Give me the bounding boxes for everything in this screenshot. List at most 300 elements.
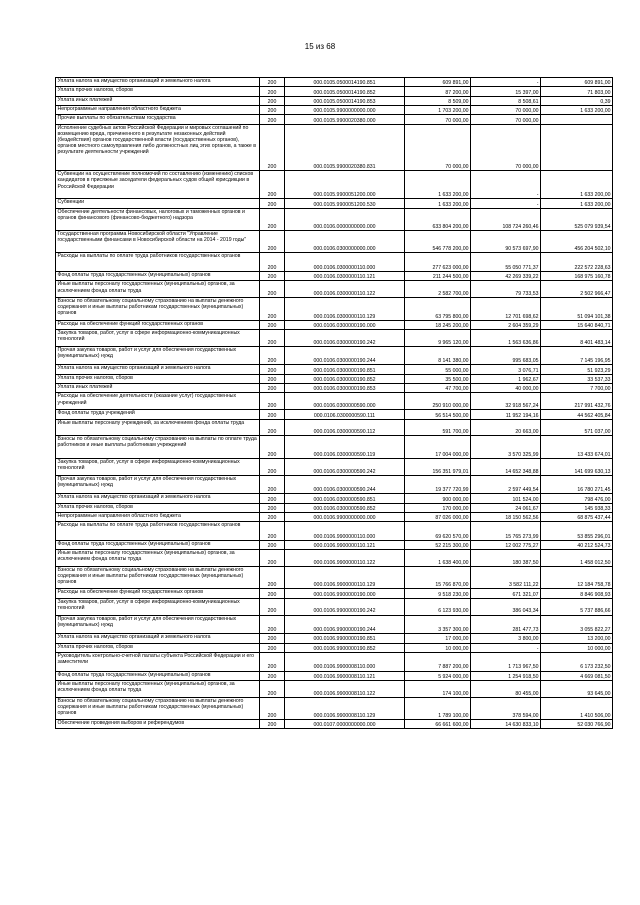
row-code-cell: 200	[260, 87, 285, 96]
table-row	[56, 589, 613, 598]
row-remaining-cell: 1 633 200,00	[541, 105, 613, 114]
row-kbk-cell: 000.0106.0000000000.000	[285, 208, 405, 230]
row-code-cell: 200	[260, 680, 285, 697]
row-kbk-cell: 000.0106.9900000190.851	[285, 634, 405, 643]
row-executed-cell: -	[471, 78, 541, 87]
row-approved-cell: 17 000,00	[405, 634, 471, 643]
row-kbk-cell: 000.0106.9900000110.121	[285, 540, 405, 549]
table-row	[56, 643, 613, 652]
table-row	[56, 512, 613, 521]
table-row	[56, 78, 613, 87]
row-remaining-cell: 456 204 502,10	[541, 231, 613, 253]
row-approved-cell: 56 514 500,00	[405, 410, 471, 419]
row-approved-cell: 8 509,00	[405, 96, 471, 105]
row-approved-cell: 55 000,00	[405, 365, 471, 374]
row-remaining-cell: 51 094 101,38	[541, 298, 613, 320]
row-name-cell: Обеспечение деятельности финансовых, налоговых и таможенных органов и органов финансового (финансово-бюджетного) надзора	[56, 208, 260, 230]
row-executed-cell: 386 043,34	[471, 598, 541, 615]
row-kbk-cell: 000.0106.0300000590.244	[285, 475, 405, 494]
table-row	[56, 298, 613, 320]
row-executed-cell: 12 701 698,62	[471, 298, 541, 320]
row-kbk-cell: 000.0106.0300000110.129	[285, 298, 405, 320]
row-executed-cell: 281 477,73	[471, 615, 541, 634]
row-name-cell: Взносы по обязательному социальному страхованию на выплаты денежного содержания и иные выплаты работникам государственных (муниципальных) органов	[56, 697, 260, 719]
row-kbk-cell: 000.0106.0300000590.000	[285, 393, 405, 410]
row-approved-cell: 1 789 100,00	[405, 697, 471, 719]
row-name-cell: Расходы на обеспечение деятельности (оказание услуг) государственных учреждений	[56, 393, 260, 410]
row-kbk-cell: 000.0106.9900000190.242	[285, 598, 405, 615]
row-approved-cell: 546 778 200,00	[405, 231, 471, 253]
row-remaining-cell: 10 000,00	[541, 643, 613, 652]
row-remaining-cell: 1 458 012,50	[541, 550, 613, 567]
row-name-cell: Закупка товаров, работ, услуг в сфере информационно-коммуникационных технологий	[56, 598, 260, 615]
row-approved-cell: 250 910 000,00	[405, 393, 471, 410]
table-row	[56, 522, 613, 541]
row-name-cell: Уплата налога на имущество организаций и земельного налога	[56, 634, 260, 643]
table-row	[56, 680, 613, 697]
budget-table-body	[56, 78, 613, 729]
row-remaining-cell: 51 923,29	[541, 365, 613, 374]
row-remaining-cell: 141 699 630,13	[541, 458, 613, 475]
row-kbk-cell: 000.0105.9900020380.831	[285, 124, 405, 171]
row-kbk-cell: 000.0106.0300000110.121	[285, 272, 405, 281]
row-kbk-cell: 000.0106.9900008110.000	[285, 652, 405, 671]
budget-table	[55, 77, 613, 729]
row-name-cell: Исполнение судебных актов Российской Федерации и мировых соглашений по возмещению вреда, причиненного в результате незаконных действий (бездействия) органов государственной власти (государственных органов), органов местного самоуправления либо должностных лиц этих органов, а также в результате деятельности учреждений	[56, 124, 260, 171]
row-code-cell: 200	[260, 330, 285, 347]
table-row	[56, 199, 613, 208]
table-row	[56, 503, 613, 512]
row-executed-cell: 3 570 325,99	[471, 436, 541, 458]
row-kbk-cell: 000.0106.0300000190.242	[285, 330, 405, 347]
row-remaining-cell: 93 645,00	[541, 680, 613, 697]
row-kbk-cell: 000.0107.0000000000.000	[285, 720, 405, 729]
row-approved-cell: 87 026 000,00	[405, 512, 471, 521]
row-approved-cell: 170 000,00	[405, 503, 471, 512]
table-row	[56, 494, 613, 503]
row-executed-cell: 15 397,00	[471, 87, 541, 96]
row-code-cell: 200	[260, 503, 285, 512]
row-executed-cell: 15 765 273,99	[471, 522, 541, 541]
page-number: 15 из 68	[304, 42, 336, 51]
row-kbk-cell: 000.0105.0500014190.851	[285, 78, 405, 87]
row-approved-cell: 70 000,00	[405, 124, 471, 171]
row-kbk-cell: 000.0106.0300000110.122	[285, 281, 405, 298]
row-remaining-cell	[541, 115, 613, 124]
table-row	[56, 436, 613, 458]
row-kbk-cell: 000.0106.9900000000.000	[285, 512, 405, 521]
table-row	[56, 475, 613, 494]
row-executed-cell: 32 918 567,24	[471, 393, 541, 410]
row-executed-cell: 18 150 562,56	[471, 512, 541, 521]
row-name-cell: Субвенции	[56, 199, 260, 208]
row-approved-cell: 277 623 000,00	[405, 253, 471, 272]
row-name-cell: Фонд оплаты труда государственных (муниципальных) органов	[56, 540, 260, 549]
row-approved-cell: 2 582 700,00	[405, 281, 471, 298]
row-executed-cell: 2 604 359,29	[471, 320, 541, 329]
row-remaining-cell: 33 537,33	[541, 374, 613, 383]
row-name-cell: Взносы по обязательному социальному страхованию на выплаты денежного содержания и иные выплаты работникам государственных (муниципальных) органов	[56, 567, 260, 589]
row-executed-cell: 70 000,00	[471, 105, 541, 114]
row-name-cell: Уплата иных платежей	[56, 384, 260, 393]
row-name-cell: Фонд оплаты труда учреждений	[56, 410, 260, 419]
row-code-cell: 200	[260, 384, 285, 393]
row-name-cell: Непрограммные направления областного бюджета	[56, 512, 260, 521]
row-approved-cell: 900 000,00	[405, 494, 471, 503]
row-code-cell: 200	[260, 253, 285, 272]
row-code-cell: 200	[260, 105, 285, 114]
row-approved-cell: 1 638 400,00	[405, 550, 471, 567]
row-approved-cell: 1 703 200,00	[405, 105, 471, 114]
row-executed-cell: 101 524,00	[471, 494, 541, 503]
row-approved-cell: 9 965 120,00	[405, 330, 471, 347]
row-approved-cell: 18 245 200,00	[405, 320, 471, 329]
row-remaining-cell: 12 184 758,78	[541, 567, 613, 589]
row-name-cell: Фонд оплаты труда государственных (муниципальных) органов	[56, 272, 260, 281]
row-kbk-cell: 000.0106.0300000190.853	[285, 384, 405, 393]
row-remaining-cell: 3 055 822,27	[541, 615, 613, 634]
row-code-cell: 200	[260, 540, 285, 549]
row-code-cell: 200	[260, 567, 285, 589]
row-remaining-cell: 2 502 966,47	[541, 281, 613, 298]
row-code-cell: 200	[260, 208, 285, 230]
row-approved-cell: 35 500,00	[405, 374, 471, 383]
table-row	[56, 634, 613, 643]
table-row	[56, 410, 613, 419]
row-remaining-cell: 7 145 196,95	[541, 346, 613, 365]
table-row	[56, 124, 613, 171]
table-row	[56, 697, 613, 719]
row-code-cell: 200	[260, 281, 285, 298]
row-executed-cell: 180 387,50	[471, 550, 541, 567]
row-kbk-cell: 000.0106.0300000590.242	[285, 458, 405, 475]
row-executed-cell: 2 597 449,54	[471, 475, 541, 494]
row-code-cell: 200	[260, 231, 285, 253]
row-name-cell: Прочая закупка товаров, работ и услуг для обеспечения государственных (муниципальных) нужд	[56, 346, 260, 365]
row-name-cell: Взносы по обязательному социальному страхованию на выплаты по оплате труда работников и иные выплаты работникам учреждений	[56, 436, 260, 458]
row-kbk-cell: 000.0105.9900000000.000	[285, 105, 405, 114]
row-approved-cell: 87 200,00	[405, 87, 471, 96]
row-name-cell: Закупка товаров, работ, услуг в сфере информационно-коммуникационных технологий	[56, 330, 260, 347]
row-remaining-cell: 44 562 405,84	[541, 410, 613, 419]
row-remaining-cell: 609 891,00	[541, 78, 613, 87]
row-name-cell: Уплата прочих налогов, сборов	[56, 503, 260, 512]
row-remaining-cell: 168 975 160,78	[541, 272, 613, 281]
row-executed-cell: 24 061,67	[471, 503, 541, 512]
row-approved-cell: 17 004 000,00	[405, 436, 471, 458]
row-executed-cell: 40 000,00	[471, 384, 541, 393]
row-executed-cell: 90 573 697,90	[471, 231, 541, 253]
row-executed-cell: 11 952 194,16	[471, 410, 541, 419]
row-name-cell: Уплата прочих налогов, сборов	[56, 374, 260, 383]
row-executed-cell: 80 455,00	[471, 680, 541, 697]
row-kbk-cell: 000.0106.9900000110.122	[285, 550, 405, 567]
row-remaining-cell: 145 938,33	[541, 503, 613, 512]
row-code-cell: 200	[260, 643, 285, 652]
row-code-cell: 200	[260, 410, 285, 419]
row-code-cell: 200	[260, 550, 285, 567]
table-row	[56, 550, 613, 567]
row-remaining-cell: 7 700,00	[541, 384, 613, 393]
row-remaining-cell: 52 030 766,90	[541, 720, 613, 729]
row-name-cell: Уплата налога на имущество организаций и земельного налога	[56, 78, 260, 87]
row-executed-cell: -	[471, 643, 541, 652]
row-executed-cell: 8 508,61	[471, 96, 541, 105]
row-executed-cell: 42 269 339,22	[471, 272, 541, 281]
row-remaining-cell: 8 401 483,14	[541, 330, 613, 347]
row-name-cell: Уплата прочих налогов, сборов	[56, 643, 260, 652]
row-code-cell: 200	[260, 96, 285, 105]
row-code-cell: 200	[260, 522, 285, 541]
row-kbk-cell: 000.0106.9900000190.000	[285, 589, 405, 598]
row-approved-cell: 19 377 720,99	[405, 475, 471, 494]
row-code-cell: 200	[260, 652, 285, 671]
table-row	[56, 419, 613, 436]
table-row	[56, 330, 613, 347]
row-kbk-cell: 000.0105.9900051200.000	[285, 171, 405, 199]
row-remaining-cell: 5 737 886,66	[541, 598, 613, 615]
row-code-cell: 200	[260, 320, 285, 329]
row-kbk-cell: 000.0106.0300000110.000	[285, 253, 405, 272]
row-name-cell: Взносы по обязательному социальному страхованию на выплаты денежного содержания и иные выплаты работникам государственных (муниципальных) органов	[56, 298, 260, 320]
row-approved-cell: 6 123 930,00	[405, 598, 471, 615]
row-executed-cell: 70 000,00	[471, 115, 541, 124]
row-code-cell: 200	[260, 671, 285, 680]
row-executed-cell: 12 002 775,27	[471, 540, 541, 549]
row-executed-cell: 108 724 260,46	[471, 208, 541, 230]
row-code-cell: 200	[260, 171, 285, 199]
row-approved-cell: 591 700,00	[405, 419, 471, 436]
row-kbk-cell: 000.0106.9900000110.129	[285, 567, 405, 589]
row-name-cell: Руководитель контрольно-счетной палаты субъекта Российской Федерации и его заместители	[56, 652, 260, 671]
row-approved-cell: 10 000,00	[405, 643, 471, 652]
row-approved-cell: 633 804 200,00	[405, 208, 471, 230]
row-code-cell: 200	[260, 720, 285, 729]
row-name-cell: Прочие выплаты по обязательствам государства	[56, 115, 260, 124]
row-code-cell: 200	[260, 436, 285, 458]
row-remaining-cell: 71 803,00	[541, 87, 613, 96]
table-row	[56, 231, 613, 253]
row-remaining-cell: 4 669 081,50	[541, 671, 613, 680]
row-kbk-cell: 000.0105.0500014190.852	[285, 87, 405, 96]
row-code-cell: 200	[260, 475, 285, 494]
row-kbk-cell: 000.0105.0500014190.853	[285, 96, 405, 105]
row-kbk-cell: 000.0106.0300000590.851	[285, 494, 405, 503]
row-approved-cell: 66 661 600,00	[405, 720, 471, 729]
row-code-cell: 200	[260, 374, 285, 383]
row-name-cell: Расходы на выплаты по оплате труда работников государственных органов	[56, 522, 260, 541]
row-approved-cell: 47 700,00	[405, 384, 471, 393]
table-row	[56, 615, 613, 634]
row-remaining-cell: 68 875 437,44	[541, 512, 613, 521]
row-executed-cell: 1 713 967,50	[471, 652, 541, 671]
row-code-cell: 200	[260, 298, 285, 320]
row-executed-cell: 1 563 636,86	[471, 330, 541, 347]
row-approved-cell: 70 000,00	[405, 115, 471, 124]
row-approved-cell: 3 357 300,00	[405, 615, 471, 634]
table-row	[56, 272, 613, 281]
row-executed-cell: -	[471, 199, 541, 208]
row-remaining-cell: 1 633 200,00	[541, 171, 613, 199]
row-code-cell: 200	[260, 346, 285, 365]
row-code-cell: 200	[260, 124, 285, 171]
row-executed-cell: 3 800,00	[471, 634, 541, 643]
table-row	[56, 96, 613, 105]
row-remaining-cell: 13 433 674,01	[541, 436, 613, 458]
row-approved-cell: 52 215 300,00	[405, 540, 471, 549]
row-name-cell: Государственная программа Новосибирской области "Управление государственными финансами в Новосибирской области на 2014 - 2019 годы"	[56, 231, 260, 253]
row-code-cell: 200	[260, 634, 285, 643]
table-row	[56, 115, 613, 124]
row-remaining-cell: 525 079 939,54	[541, 208, 613, 230]
table-row	[56, 208, 613, 230]
table-row	[56, 652, 613, 671]
row-executed-cell: 1 962,67	[471, 374, 541, 383]
row-kbk-cell: 000.0106.9900008110.129	[285, 697, 405, 719]
row-approved-cell: 69 620 570,00	[405, 522, 471, 541]
table-row	[56, 393, 613, 410]
row-remaining-cell: 16 780 271,45	[541, 475, 613, 494]
row-name-cell: Прочая закупка товаров, работ и услуг для обеспечения государственных (муниципальных) нужд	[56, 615, 260, 634]
row-approved-cell: 156 351 979,01	[405, 458, 471, 475]
row-code-cell: 200	[260, 272, 285, 281]
table-row	[56, 671, 613, 680]
row-code-cell: 200	[260, 598, 285, 615]
row-executed-cell: 995 683,05	[471, 346, 541, 365]
table-row	[56, 87, 613, 96]
row-remaining-cell: 8 846 908,93	[541, 589, 613, 598]
row-approved-cell: 174 100,00	[405, 680, 471, 697]
table-row	[56, 720, 613, 729]
table-row	[56, 365, 613, 374]
row-kbk-cell: 000.0106.0300000590.112	[285, 419, 405, 436]
row-approved-cell: 5 924 000,00	[405, 671, 471, 680]
row-remaining-cell: 1 410 506,00	[541, 697, 613, 719]
row-name-cell: Обеспечение проведения выборов и референдумов	[56, 720, 260, 729]
row-remaining-cell: 6 173 232,50	[541, 652, 613, 671]
row-code-cell: 200	[260, 419, 285, 436]
table-row	[56, 346, 613, 365]
row-approved-cell: 211 244 500,00	[405, 272, 471, 281]
row-code-cell: 200	[260, 78, 285, 87]
row-kbk-cell: 000.0106.0300000590.852	[285, 503, 405, 512]
row-kbk-cell: 000.0106.0300000190.244	[285, 346, 405, 365]
row-kbk-cell: 000.0106.0300000590.119	[285, 436, 405, 458]
row-name-cell: Уплата налога на имущество организаций и земельного налога	[56, 494, 260, 503]
row-kbk-cell: 000.0106.0300000190.852	[285, 374, 405, 383]
row-code-cell: 200	[260, 115, 285, 124]
table-row	[56, 458, 613, 475]
row-approved-cell: 1 633 200,00	[405, 171, 471, 199]
row-kbk-cell: 000.0106.9900008110.122	[285, 680, 405, 697]
row-code-cell: 200	[260, 697, 285, 719]
row-name-cell: Прочая закупка товаров, работ и услуг для обеспечения государственных (муниципальных) нужд	[56, 475, 260, 494]
row-approved-cell: 1 633 200,00	[405, 199, 471, 208]
row-name-cell: Уплата налога на имущество организаций и земельного налога	[56, 365, 260, 374]
row-executed-cell: -	[471, 171, 541, 199]
row-name-cell: Расходы на обеспечение функций государственных органов	[56, 589, 260, 598]
row-approved-cell: 7 887 200,00	[405, 652, 471, 671]
row-name-cell: Субвенции на осуществление полномочий по составлению (изменению) списков кандидатов в присяжные заседатели федеральных судов общей юрисдикции в Российской Федерации	[56, 171, 260, 199]
row-name-cell: Иные выплаты персоналу государственных (муниципальных) органов, за исключением фонда оплаты труда	[56, 680, 260, 697]
row-executed-cell: 20 663,00	[471, 419, 541, 436]
row-remaining-cell: 40 212 524,73	[541, 540, 613, 549]
row-name-cell: Закупка товаров, работ, услуг в сфере информационно-коммуникационных технологий	[56, 458, 260, 475]
row-code-cell: 200	[260, 458, 285, 475]
row-remaining-cell: 1 633 200,00	[541, 199, 613, 208]
row-name-cell: Расходы на обеспечение функций государственных органов	[56, 320, 260, 329]
row-remaining-cell: 222 572 228,63	[541, 253, 613, 272]
row-code-cell: 200	[260, 494, 285, 503]
row-remaining-cell: 0,39	[541, 96, 613, 105]
row-name-cell: Непрограммные направления областного бюджета	[56, 105, 260, 114]
table-row	[56, 567, 613, 589]
row-code-cell: 200	[260, 615, 285, 634]
row-executed-cell: 14 630 833,10	[471, 720, 541, 729]
row-remaining-cell: 15 640 840,71	[541, 320, 613, 329]
table-row	[56, 253, 613, 272]
row-name-cell: Иные выплаты персоналу учреждений, за исключением фонда оплаты труда	[56, 419, 260, 436]
row-kbk-cell: 000.0106.9900000190.852	[285, 643, 405, 652]
row-kbk-cell: 000.0106.0300000000.000	[285, 231, 405, 253]
row-name-cell: Фонд оплаты труда государственных (муниципальных) органов	[56, 671, 260, 680]
row-code-cell: 200	[260, 512, 285, 521]
table-row	[56, 384, 613, 393]
row-kbk-cell: 000.0106.0300000190.851	[285, 365, 405, 374]
row-executed-cell: 1 254 918,50	[471, 671, 541, 680]
row-remaining-cell: 53 855 296,01	[541, 522, 613, 541]
row-approved-cell: 15 766 870,00	[405, 567, 471, 589]
table-row	[56, 171, 613, 199]
row-executed-cell: 378 594,00	[471, 697, 541, 719]
row-code-cell: 200	[260, 393, 285, 410]
table-row	[56, 598, 613, 615]
row-executed-cell: 3 582 111,22	[471, 567, 541, 589]
row-kbk-cell: 000.0106.0300000590.111	[285, 410, 405, 419]
row-remaining-cell: 798 476,00	[541, 494, 613, 503]
table-row	[56, 540, 613, 549]
row-approved-cell: 9 518 230,00	[405, 589, 471, 598]
table-row	[56, 281, 613, 298]
row-code-cell: 200	[260, 199, 285, 208]
row-executed-cell: 3 076,71	[471, 365, 541, 374]
row-executed-cell: 70 000,00	[471, 124, 541, 171]
row-kbk-cell: 000.0106.9900000190.244	[285, 615, 405, 634]
row-executed-cell: 14 652 348,88	[471, 458, 541, 475]
table-row	[56, 320, 613, 329]
row-kbk-cell: 000.0105.9900020380.000	[285, 115, 405, 124]
row-remaining-cell: 217 991 432,76	[541, 393, 613, 410]
row-code-cell: 200	[260, 365, 285, 374]
table-row	[56, 105, 613, 114]
row-approved-cell: 8 141 380,00	[405, 346, 471, 365]
budget-sheet	[55, 77, 612, 729]
row-remaining-cell: 13 200,00	[541, 634, 613, 643]
row-remaining-cell	[541, 124, 613, 171]
row-kbk-cell: 000.0106.9900008110.121	[285, 671, 405, 680]
row-name-cell: Уплата прочих налогов, сборов	[56, 87, 260, 96]
row-code-cell: 200	[260, 589, 285, 598]
row-executed-cell: 671 321,07	[471, 589, 541, 598]
row-kbk-cell: 000.0106.9900000110.000	[285, 522, 405, 541]
row-name-cell: Иные выплаты персоналу государственных (муниципальных) органов, за исключением фонда оплаты труда	[56, 281, 260, 298]
row-name-cell: Иные выплаты персоналу государственных (муниципальных) органов, за исключением фонда оплаты труда	[56, 550, 260, 567]
row-executed-cell: 79 733,53	[471, 281, 541, 298]
row-kbk-cell: 000.0105.9900051200.530	[285, 199, 405, 208]
row-approved-cell: 609 891,00	[405, 78, 471, 87]
row-remaining-cell: 571 037,00	[541, 419, 613, 436]
row-name-cell: Расходы на выплаты по оплате труда работников государственных органов	[56, 253, 260, 272]
